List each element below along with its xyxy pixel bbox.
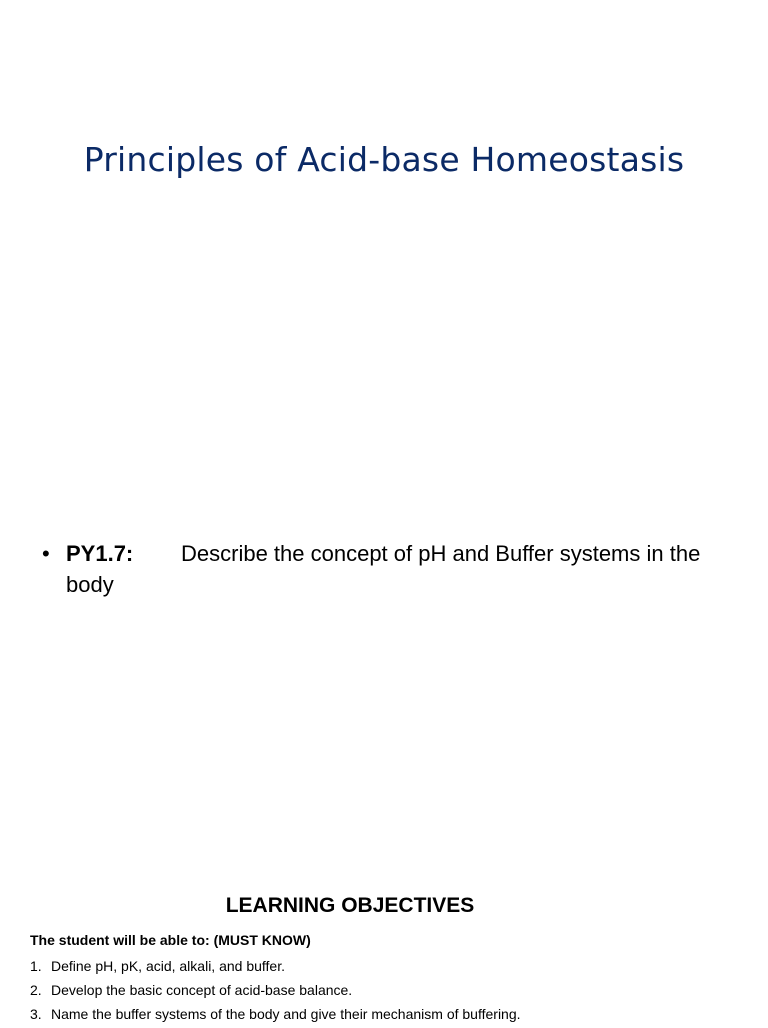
objectives-list — [30, 956, 521, 1028]
objective-text: Define pH, pK, acid, alkali, and buffer. — [51, 958, 285, 974]
competency-bullet — [42, 538, 722, 600]
competency-description: Describe the concept of pH and Buffer systems in the body — [66, 541, 701, 597]
competency-text-block — [66, 538, 722, 600]
list-item — [30, 1004, 521, 1028]
objective-number: 2. — [30, 982, 42, 998]
objective-text: Develop the basic concept of acid-base balance. — [51, 982, 353, 998]
learning-objectives-heading: LEARNING OBJECTIVES — [225, 894, 475, 917]
list-item — [30, 980, 521, 1004]
bullet-icon: • — [42, 541, 50, 566]
slide-title: Principles of Acid-base Homeostasis — [83, 140, 685, 179]
objective-number: 1. — [30, 958, 42, 974]
objectives-intro: The student will be able to: (MUST KNOW) — [30, 932, 311, 948]
objective-number: 3. — [30, 1006, 42, 1022]
list-item — [30, 956, 521, 980]
objective-text: Name the buffer systems of the body and give their mechanism of buffering. — [51, 1006, 521, 1022]
competency-code: PY1.7: — [66, 541, 134, 566]
